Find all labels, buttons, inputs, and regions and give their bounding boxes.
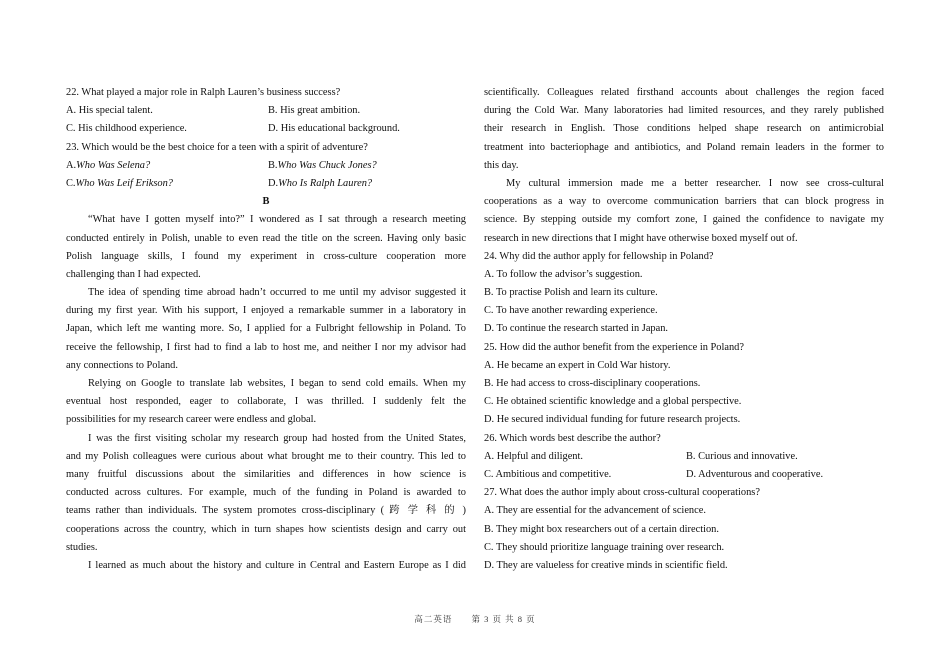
question-text: 26. Which words best describe the author?	[484, 432, 661, 444]
text-line: B. They might box researchers out of a certain direction.	[484, 523, 719, 535]
option	[66, 175, 268, 193]
option	[66, 157, 268, 175]
section-heading: B	[262, 196, 270, 208]
text-line: eventual host responded, eager to collaborate, I was thrilled. I suddenly felt the	[66, 396, 466, 408]
text-line: science. By stepping outside my comfort zone, I gained the confidence to navigate my	[484, 214, 884, 226]
text-line: many fruitful discussions about the similarities and differences in how science is	[66, 468, 466, 480]
text-line: teams rather than individuals. The system promotes cross-disciplinary ( 跨 学 科 的 )	[66, 505, 466, 517]
text-line: challenging than I had expected.	[66, 268, 201, 280]
text-line: studies.	[66, 541, 98, 553]
text-line: B. To practise Polish and learn its culture.	[484, 287, 658, 299]
option: D. His educational background.	[268, 123, 400, 135]
text-line: The idea of spending time abroad hadn’t occurred to me until my advisor suggested it	[88, 287, 466, 299]
text-line: this day.	[484, 159, 519, 171]
footer-subject: 高二英语	[414, 614, 453, 624]
option-row	[66, 157, 466, 175]
text-line: B. He had access to cross-disciplinary cooperations.	[484, 378, 701, 389]
option-row	[66, 175, 466, 193]
text-line: during the Cold War. Many laboratories had limited resources, and they rarely published	[484, 105, 884, 117]
option-letter: A.	[66, 159, 77, 171]
question-text: 22. What played a major role in Ralph Lauren’s business success?	[66, 87, 341, 98]
option: C. Ambitious and competitive.	[484, 468, 612, 480]
option: A. His special talent.	[66, 105, 153, 117]
text-line: cooperations across the country, which in turn shapes how scientists design and carry out	[66, 523, 466, 535]
text-line: conducted entirely in Polish, unable to even read the title on the screen. Having only basic	[66, 232, 466, 244]
option: B. Curious and innovative.	[686, 450, 798, 462]
text-line: “What have I gotten myself into?” I wondered as I sat through a research meeting	[88, 214, 466, 226]
option	[268, 175, 372, 193]
option-title: Who Is Ralph Lauren?	[278, 177, 373, 189]
question-text: 23. Which would be the best choice for a teen with a spirit of adventure?	[66, 141, 368, 153]
option-title: Who Was Selena?	[76, 159, 151, 171]
text-line: scientifically. Colleagues related firsthand accounts about challenges the region faced	[484, 87, 884, 98]
text-line: possibilities for my research career were endless and global.	[66, 414, 317, 426]
text-line: A. He became an expert in Cold War history.	[484, 359, 671, 371]
option	[268, 157, 377, 175]
option-title: Who Was Leif Erikson?	[75, 177, 173, 189]
footer-page-number: 第 3 页 共 8 页	[471, 614, 536, 624]
text-line: during my first year. With his support, I enjoyed a remarkable summer in a laboratory in	[66, 305, 466, 317]
text-line: any connections to Poland.	[66, 359, 178, 371]
text-line: C. He obtained scientific knowledge and a global perspective.	[484, 396, 742, 408]
text-line: C. To have another rewarding experience.	[484, 305, 658, 317]
text-line: I was the first visiting scholar my research group had hosted from the United States,	[88, 432, 466, 444]
text-line: My cultural immersion made me a better researcher. I now see cross-cultural	[506, 177, 884, 189]
option: B. His great ambition.	[268, 105, 361, 117]
option: A. Helpful and diligent.	[484, 450, 583, 462]
text-line: A. They are essential for the advancement of science.	[484, 505, 706, 517]
option-title: Who Was Chuck Jones?	[277, 159, 377, 171]
option-row	[484, 466, 884, 484]
text-line: their research in English. Those conditions helped shape research on antimicrobial	[484, 123, 884, 135]
question-text: 25. How did the author benefit from the experience in Poland?	[484, 341, 744, 353]
text-line: receive the fellowship, I first had to find a lab to host me, and neither I nor my advisor had	[66, 341, 466, 353]
page-footer	[0, 613, 950, 625]
text-line: Japan, which left me wanting more. So, I applied for a Fulbright fellowship in Poland. To	[66, 323, 466, 335]
option-row	[484, 448, 884, 466]
option-row	[66, 120, 466, 138]
text-line: I learned as much about the history and culture in Central and Eastern Europe as I did	[88, 559, 466, 571]
text-line: D. To continue the research started in Japan.	[484, 323, 669, 335]
question-text: 27. What does the author imply about cross-cultural cooperations?	[484, 487, 760, 499]
text-line: C. They should prioritize language training over research.	[484, 541, 725, 553]
left-column	[66, 84, 466, 575]
text-line: conducted across cultures. For example, much of the funding in Poland is awarded to	[66, 487, 466, 499]
option: C. His childhood experience.	[66, 123, 187, 135]
option-letter: D.	[268, 177, 279, 189]
text-line: Polish language skills, I found my experiment in cross-culture cooperation more	[66, 250, 466, 262]
option-row	[66, 102, 466, 120]
text-line: and my Polish colleagues were curious about what brought me to their country. This led to	[66, 450, 466, 462]
text-line: D. He secured individual funding for future research projects.	[484, 414, 741, 426]
text-line: research in new directions that I might have otherwise boxed myself out of.	[484, 232, 798, 244]
right-column	[484, 84, 884, 575]
option-letter: B.	[268, 159, 278, 171]
text-line: treatment into bacteriophage and antibiotics, and Poland remain leaders in the former to	[484, 141, 884, 153]
text-line: Relying on Google to translate lab websites, I began to send cold emails. When my	[88, 378, 466, 389]
text-line: cooperations as a way to overcome communication barriers that can block progress in	[484, 196, 884, 208]
option-letter: C.	[66, 177, 76, 189]
text-line: A. To follow the advisor’s suggestion.	[484, 268, 643, 280]
text-line: D. They are valueless for creative minds in scientific field.	[484, 559, 728, 571]
option: D. Adventurous and cooperative.	[686, 468, 824, 480]
question-text: 24. Why did the author apply for fellowship in Poland?	[484, 250, 714, 262]
